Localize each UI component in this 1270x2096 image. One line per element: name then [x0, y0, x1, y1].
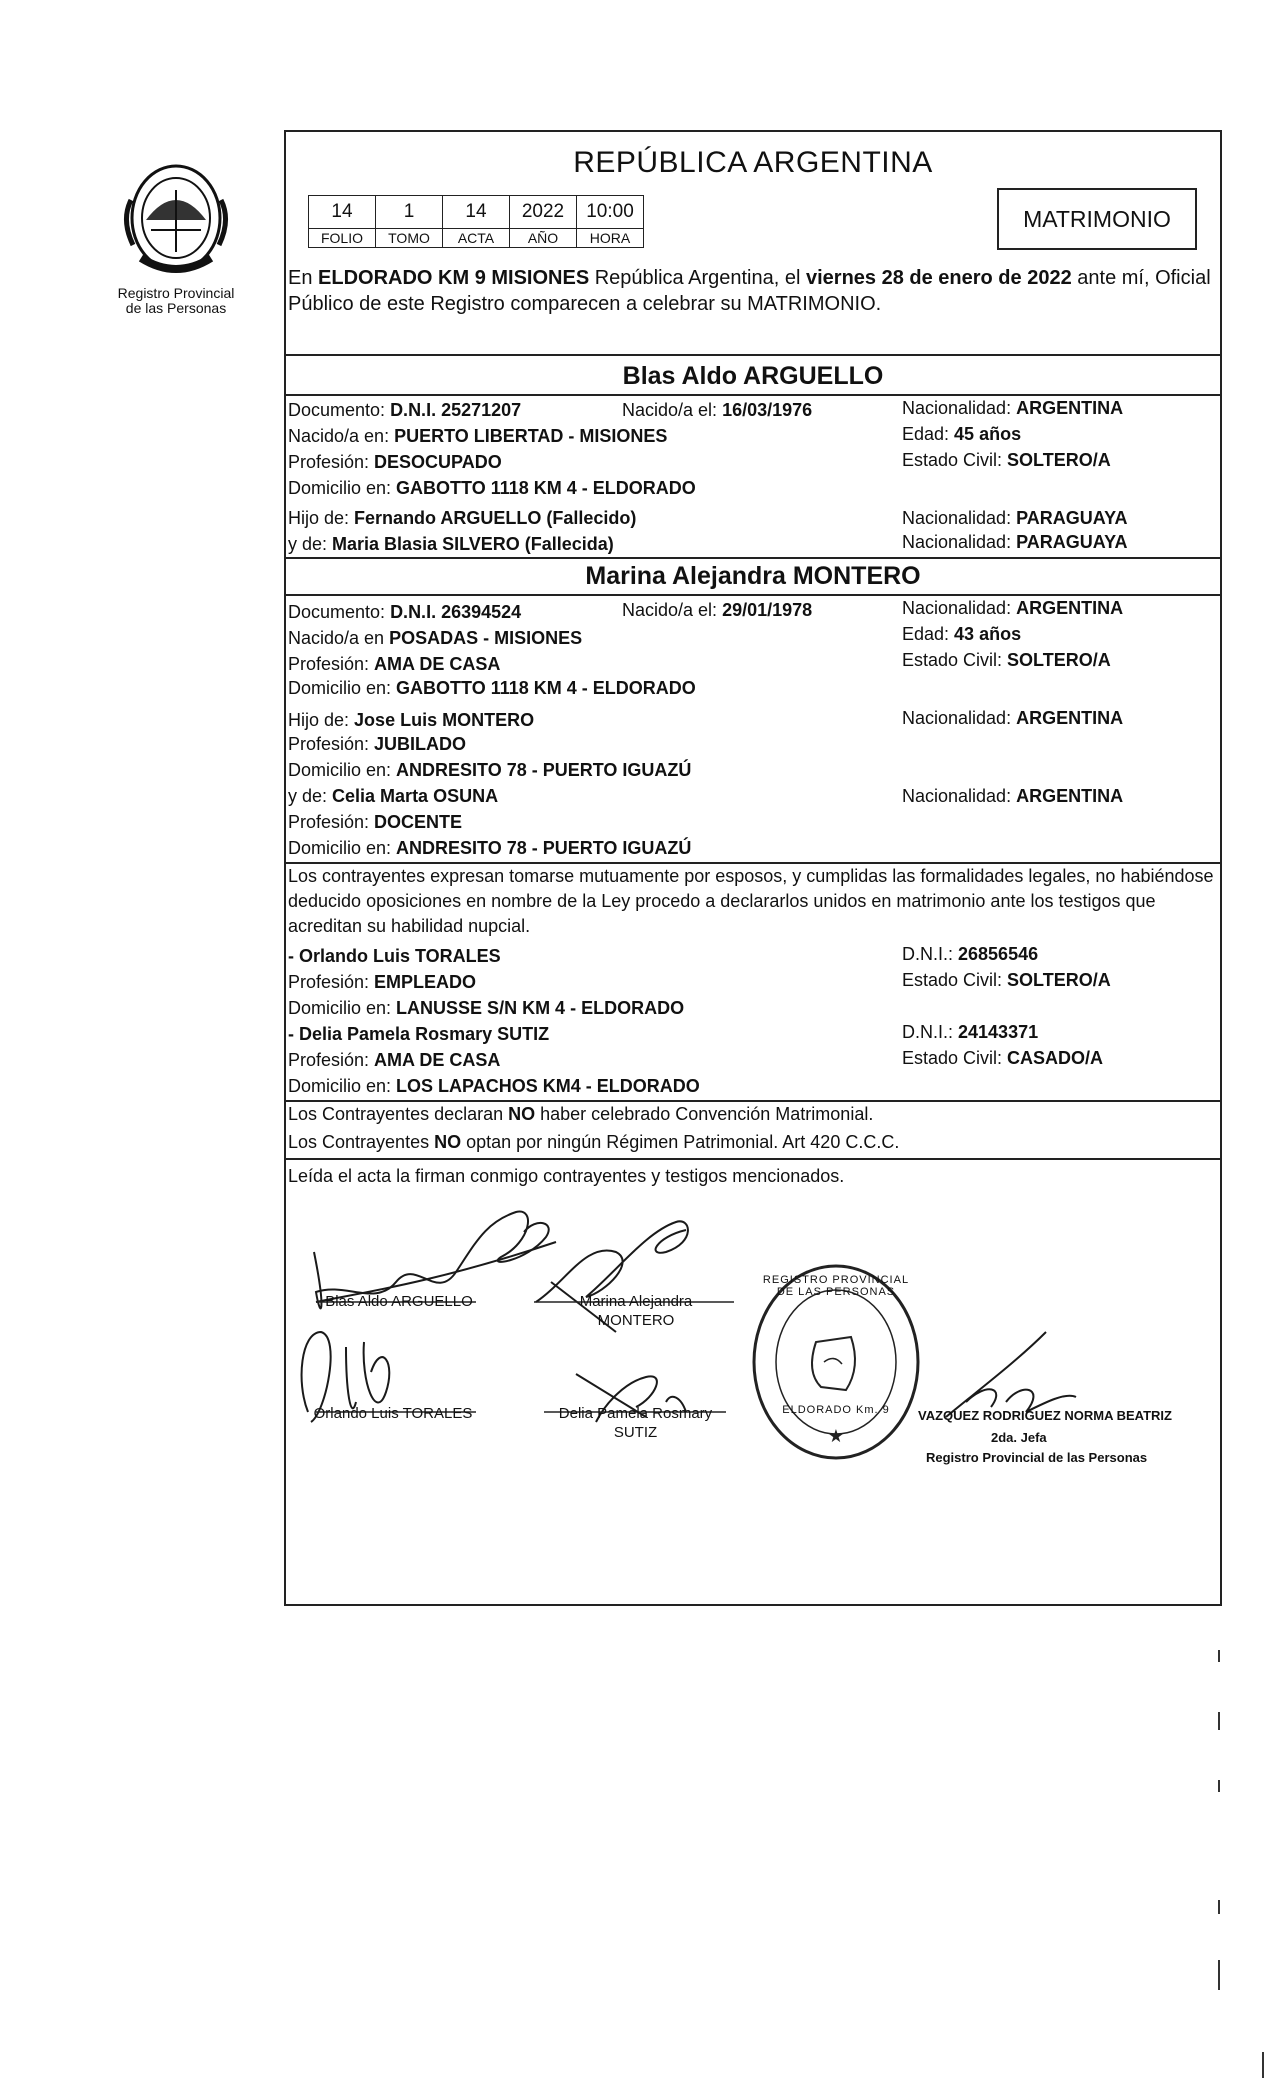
spouse2-father-domicilio: Domicilio en: ANDRESITO 78 - PUERTO IGUAZÚ	[288, 760, 692, 780]
signature-official	[946, 1332, 1076, 1417]
spouse2-documento: Documento: D.N.I. 26394524	[288, 602, 522, 622]
official-office: Registro Provincial de las Personas	[926, 1450, 1148, 1465]
spouse2-edad: Edad: 43 años	[902, 624, 1022, 644]
intro-paragraph: En ELDORADO KM 9 MISIONES República Argentina, el viernes 28 de enero de 2022 ante mí, Oficial Público de este Registro comparecen a celebrar su MATRIMONIO.	[288, 267, 1211, 315]
tomo-value: 1	[376, 196, 443, 229]
logo-caption-line2: de las Personas	[125, 300, 227, 316]
spouse1-profesion: Profesión: DESOCUPADO	[288, 452, 502, 472]
spouse1-father-nacionalidad: Nacionalidad: PARAGUAYA	[902, 508, 1128, 528]
spouse2-estado-civil: Estado Civil: SOLTERO/A	[902, 650, 1111, 670]
spouse2-name: Marina Alejandra MONTERO	[585, 562, 921, 590]
scan-mark	[1218, 1650, 1220, 1662]
acta-value: 14	[443, 196, 510, 229]
witness2-estado-civil: Estado Civil: CASADO/A	[902, 1048, 1104, 1068]
signature-label-witness1: Orlando Luis TORALES	[313, 1405, 473, 1422]
spouse2-mother-profesion: Profesión: DOCENTE	[288, 812, 463, 832]
spouse1-edad: Edad: 45 años	[902, 424, 1022, 444]
scan-mark	[1218, 1780, 1220, 1792]
spouse2-mother-domicilio: Domicilio en: ANDRESITO 78 - PUERTO IGUAZÚ	[288, 838, 692, 858]
document-type-box: MATRIMONIO	[997, 188, 1197, 250]
signature-label-witness2: Delia Pamela Rosmary SUTIZ	[558, 1405, 713, 1441]
handwritten-signatures	[286, 132, 1220, 1604]
spouse1-mother-nacionalidad: Nacionalidad: PARAGUAYA	[902, 532, 1128, 552]
signature-label-spouse2: Marina Alejandra MONTERO	[579, 1293, 693, 1329]
hora-label: HORA	[577, 229, 644, 248]
declaration-paragraph: Los contrayentes expresan tomarse mutuamente por esposos, y cumplidas las formalidades legales, no habiéndose deducido oposiciones en nombre de la Ley procedo a declararlos unidos en matrimonio ante los testigos que acreditan su habilidad nupcial.	[288, 866, 1214, 936]
ceremony-date: viernes 28 de enero de 2022	[805, 267, 1072, 289]
spouse1-birthplace: Nacido/a en: PUERTO LIBERTAD - MISIONES	[288, 426, 668, 446]
witness1-domicilio: Domicilio en: LANUSSE S/N KM 4 - ELDORADO	[288, 998, 685, 1018]
signature-label-spouse1: Blas Aldo ARGUELLO	[325, 1293, 473, 1310]
spouse2-mother-nacionalidad: Nacionalidad: ARGENTINA	[902, 786, 1124, 806]
svg-text:★: ★	[827, 1426, 845, 1446]
spouse2-birthdate: Nacido/a el: 29/01/1978	[622, 600, 813, 620]
tomo-label: TOMO	[376, 229, 443, 248]
place: ELDORADO KM 9 MISIONES	[318, 267, 590, 289]
spouse1-nacionalidad: Nacionalidad: ARGENTINA	[902, 398, 1124, 418]
spouse1-birthdate: Nacido/a el: 16/03/1976	[622, 400, 813, 420]
patrimonial-regime-statement: Los Contrayentes NO optan por ningún Régimen Patrimonial. Art 420 C.C.C.	[288, 1132, 900, 1152]
convention-statement: Los Contrayentes declaran NO haber celebrado Convención Matrimonial.	[288, 1104, 874, 1124]
witness2-domicilio: Domicilio en: LOS LAPACHOS KM4 - ELDORADO	[288, 1076, 700, 1096]
signature-spouse2	[536, 1221, 688, 1302]
official-role: 2da. Jefa	[991, 1430, 1047, 1445]
witness1-profesion: Profesión: EMPLEADO	[288, 972, 477, 992]
province-shield-icon	[121, 160, 231, 282]
witness2-name: - Delia Pamela Rosmary SUTIZ	[288, 1024, 550, 1044]
marriage-certificate	[284, 130, 1222, 1606]
witness2-profesion: Profesión: AMA DE CASA	[288, 1050, 501, 1070]
witness1-dni: D.N.I.: 26856546	[902, 944, 1039, 964]
scan-mark	[1218, 1712, 1220, 1730]
witness1-estado-civil: Estado Civil: SOLTERO/A	[902, 970, 1111, 990]
anio-value: 2022	[510, 196, 577, 229]
closing-statement: Leída el acta la firman conmigo contrayentes y testigos mencionados.	[288, 1166, 845, 1186]
spouse2-nacionalidad: Nacionalidad: ARGENTINA	[902, 598, 1124, 618]
spouse2-father-nacionalidad: Nacionalidad: ARGENTINA	[902, 708, 1124, 728]
spouse1-domicilio: Domicilio en: GABOTTO 1118 KM 4 - ELDORADO	[288, 478, 696, 498]
witness1-name: - Orlando Luis TORALES	[288, 946, 501, 966]
scan-mark	[1218, 1900, 1220, 1914]
spouse2-domicilio: Domicilio en: GABOTTO 1118 KM 4 - ELDORADO	[288, 678, 696, 698]
page-title: REPÚBLICA ARGENTINA	[573, 146, 933, 179]
spouse1-father: Hijo de: Fernando ARGUELLO (Fallecido)	[288, 508, 637, 528]
logo-caption-line1: Registro Provincial	[117, 285, 235, 301]
spouse1-documento: Documento: D.N.I. 25271207	[288, 400, 522, 420]
folio-value: 14	[309, 196, 376, 229]
spouse2-father-profesion: Profesión: JUBILADO	[288, 734, 467, 754]
spouse1-name: Blas Aldo ARGUELLO	[622, 362, 884, 390]
witness2-dni: D.N.I.: 24143371	[902, 1022, 1039, 1042]
spouse2-birthplace: Nacido/a en POSADAS - MISIONES	[288, 628, 583, 648]
stamp-text-top: REGISTRO PROVINCIAL DE LAS PERSONAS	[762, 1274, 910, 1298]
folio-label: FOLIO	[309, 229, 376, 248]
spouse2-mother: y de: Celia Marta OSUNA	[288, 786, 499, 806]
spouse2-profesion: Profesión: AMA DE CASA	[288, 654, 501, 674]
stamp-text-bottom: ELDORADO Km. 9	[782, 1404, 890, 1416]
anio-label: AÑO	[510, 229, 577, 248]
hora-value: 10:00	[577, 196, 644, 229]
official-name: VAZQUEZ RODRIGUEZ NORMA BEATRIZ	[918, 1408, 1172, 1423]
spouse1-estado-civil: Estado Civil: SOLTERO/A	[902, 450, 1111, 470]
acta-label: ACTA	[443, 229, 510, 248]
scan-mark	[1218, 1960, 1220, 1990]
spouse1-mother: y de: Maria Blasia SILVERO (Fallecida)	[288, 534, 614, 554]
scan-mark	[1262, 2052, 1264, 2078]
spouse2-father: Hijo de: Jose Luis MONTERO	[288, 710, 535, 730]
registry-logo	[112, 160, 240, 316]
